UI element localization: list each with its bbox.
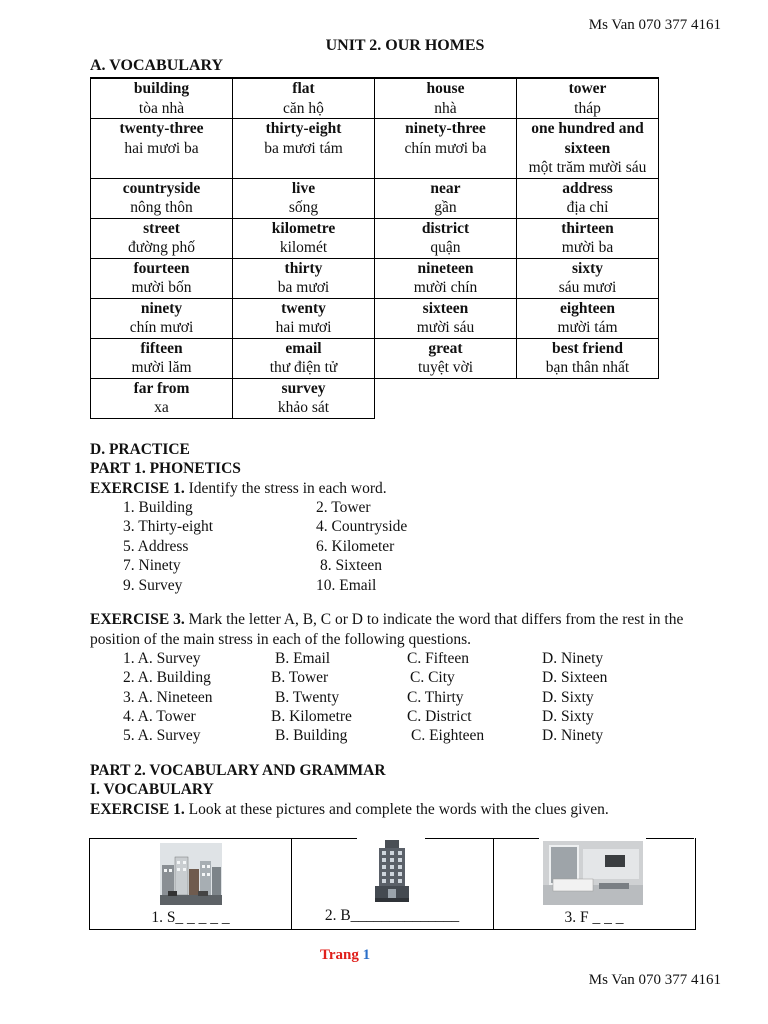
- vocabulary-english: kilometre: [271, 219, 336, 237]
- ex3-option: C. Eighteen: [411, 727, 485, 744]
- ex3-option: D. Sixty: [542, 708, 594, 725]
- vocabulary-row: [91, 218, 659, 258]
- vocabulary-vietnamese: nhà: [434, 99, 457, 117]
- vocabulary-cell: [91, 258, 233, 298]
- vocabulary-cell: [375, 218, 517, 258]
- vocabulary-english: great: [428, 339, 463, 357]
- vocabulary-vietnamese: một trăm mười sáu: [528, 159, 647, 176]
- exercise3-label: EXERCISE 3.: [90, 611, 185, 628]
- exercise3-instruction: [90, 611, 683, 629]
- vocabulary-cell: [91, 338, 233, 378]
- vocabulary-english: sixteen: [422, 299, 469, 317]
- vocabulary-english: countryside: [122, 179, 201, 197]
- exercise1-label: EXERCISE 1.: [90, 480, 185, 497]
- ex1-item: 3. Thirty-eight: [123, 518, 214, 535]
- vocabulary-cell: [375, 78, 517, 119]
- vocabulary-row: [91, 178, 659, 218]
- vocabulary-english: email: [285, 339, 322, 357]
- vocabulary-english: survey: [281, 379, 326, 397]
- vocabulary-english: house: [426, 80, 465, 97]
- vocabulary-english: twenty-three: [119, 120, 204, 137]
- vocabulary-english: district: [421, 219, 470, 237]
- vocabulary-table: [90, 77, 659, 419]
- vocabulary-empty-cell: [375, 378, 517, 418]
- ex3-option: B. Tower: [271, 669, 329, 686]
- picture-caption-2: 2. B______________: [324, 907, 460, 924]
- vocabulary-heading: A. VOCABULARY: [90, 57, 224, 74]
- vocabulary-english: live: [291, 179, 316, 197]
- ex1-item: 6. Kilometer: [316, 538, 395, 555]
- vocabulary-cell: [517, 218, 659, 258]
- vocabulary-cell: [517, 119, 659, 179]
- part1-heading: PART 1. PHONETICS: [90, 460, 241, 477]
- vocabulary-vietnamese: thư điện tử: [269, 359, 338, 376]
- exercise3-text-line1: Mark the letter A, B, C or D to indicate the word that differs from the rest in the: [184, 611, 684, 628]
- vocabulary-vietnamese: chín mươi ba: [404, 139, 487, 157]
- ex3-option: D. Sixty: [542, 689, 594, 706]
- vocabulary-vietnamese: căn hộ: [283, 99, 324, 117]
- vocabulary-cell: [517, 338, 659, 378]
- vocabulary-english: one hundred and sixteen: [531, 120, 644, 157]
- ex1-item: 4. Countryside: [316, 518, 408, 535]
- vocabulary-vietnamese: nông thôn: [130, 199, 193, 216]
- vocabulary-row: [91, 338, 659, 378]
- page-word: Trang: [320, 947, 359, 963]
- vocabulary-vietnamese: đường phố: [128, 239, 195, 256]
- vocabulary-vietnamese: quận: [430, 239, 461, 256]
- unit-title: UNIT 2. OUR HOMES: [325, 37, 485, 54]
- ex1-item: 9. Survey: [123, 577, 183, 594]
- ex3-option: B. Kilometre: [271, 708, 352, 725]
- vocabulary-vietnamese: mười tám: [557, 319, 618, 336]
- vocabulary-cell: [233, 78, 375, 119]
- vocabulary-cell: [375, 338, 517, 378]
- ex1-item: 5. Address: [123, 538, 189, 555]
- vocabulary-vietnamese: mười ba: [561, 239, 614, 256]
- vocabulary-cell: [375, 178, 517, 218]
- vocabulary-cell: [517, 298, 659, 338]
- vocabulary-vietnamese: mười chín: [413, 279, 478, 296]
- vocabulary-empty-cell: [517, 378, 659, 418]
- vocabulary-english: sixty: [572, 259, 603, 277]
- vocabulary-vietnamese: sống: [288, 199, 319, 216]
- vocabulary-cell: [91, 378, 233, 418]
- picture-exercise-instruction: [90, 801, 609, 819]
- ex3-option: B. Email: [275, 650, 331, 667]
- vocabulary-vietnamese: mười sáu: [416, 319, 475, 336]
- page-number-value: 1: [362, 947, 371, 963]
- picture-exercise-label: EXERCISE 1.: [90, 801, 185, 818]
- vocabulary-english: ninety-three: [405, 120, 486, 137]
- vocabulary-vietnamese: địa chỉ: [566, 199, 609, 216]
- picture-cell-street: [90, 838, 291, 929]
- picture-cell-flat: [493, 838, 695, 929]
- vocabulary-cell: [91, 119, 233, 179]
- practice-heading: D. PRACTICE: [90, 441, 190, 458]
- vocabulary-row: [91, 298, 659, 338]
- vocabulary-vietnamese: tuyệt vời: [417, 359, 474, 376]
- ex3-option: 5. A. Survey: [123, 727, 201, 744]
- vocabulary-cell: [91, 178, 233, 218]
- vocabulary-english: best friend: [551, 339, 624, 357]
- vocabulary-english: tower: [568, 80, 607, 97]
- vocabulary-english: eighteen: [559, 299, 616, 317]
- vocabulary-english: twenty: [281, 299, 326, 317]
- vocabulary-english: near: [430, 179, 461, 197]
- ex3-option: 2. A. Building: [123, 669, 211, 686]
- vocabulary-english: street: [143, 219, 180, 237]
- vocabulary-cell: [233, 378, 375, 418]
- vocabulary-english: fourteen: [133, 259, 190, 277]
- vocabulary-cell: [91, 218, 233, 258]
- vocabulary-vietnamese: sáu mươi: [558, 279, 617, 296]
- vocabulary-english: building: [133, 80, 190, 97]
- ex3-option: 4. A. Tower: [123, 708, 196, 725]
- picture-cell-building: [291, 838, 493, 929]
- vocabulary-cell: [233, 298, 375, 338]
- vocabulary-row: [91, 258, 659, 298]
- vocabulary-cell: [375, 258, 517, 298]
- vocabulary-vietnamese: hai mươi: [275, 319, 332, 336]
- vocabulary-vietnamese: gần: [434, 199, 457, 216]
- vocabulary-english: thirteen: [561, 219, 614, 237]
- ex3-option: C. Thirty: [407, 689, 464, 706]
- vocabulary-english: ninety: [140, 299, 183, 317]
- vocabulary-cell: [233, 338, 375, 378]
- vocabulary-english: thirty: [284, 259, 323, 277]
- ex1-item: 8. Sixteen: [320, 557, 382, 574]
- vocabulary-row: [91, 119, 659, 179]
- vocabulary-cell: [517, 258, 659, 298]
- picture-table: [89, 838, 696, 930]
- picture-caption-3: 3. F _ _ _: [564, 909, 624, 926]
- picture-exercise-text: Look at these pictures and complete the words with the clues given.: [184, 801, 609, 818]
- ex3-option: 3. A. Nineteen: [123, 689, 213, 706]
- vocabulary-cell: [233, 218, 375, 258]
- vocabulary-english: far from: [133, 379, 190, 397]
- vocabulary-english: flat: [292, 80, 315, 97]
- vocabulary-vietnamese: mười lăm: [131, 359, 192, 376]
- ex3-option: 1. A. Survey: [123, 650, 201, 667]
- vocabulary-vietnamese: ba mươi: [277, 279, 330, 296]
- ex3-option: C. District: [407, 708, 472, 725]
- vocabulary-vietnamese: mười bốn: [131, 279, 192, 296]
- street-image: [160, 843, 222, 905]
- vocabulary-cell: [233, 178, 375, 218]
- vocabulary-english: fifteen: [140, 339, 183, 357]
- picture-caption-1: 1. S_ _ _ _ _: [151, 909, 230, 926]
- vocabulary-row: [91, 378, 659, 418]
- ex1-item: 10. Email: [316, 577, 377, 594]
- page-number: [320, 947, 370, 964]
- vocabulary-vietnamese: xa: [154, 399, 169, 416]
- ex3-option: C. Fifteen: [407, 650, 469, 667]
- ex3-option: B. Building: [275, 727, 348, 744]
- vocabulary-cell: [517, 178, 659, 218]
- flat-image: [543, 841, 643, 905]
- footer-contact: Ms Van 070 377 4161: [588, 972, 721, 988]
- vocabulary-cell: [233, 258, 375, 298]
- vocabulary-vietnamese: kilomét: [279, 239, 328, 256]
- exercise1-text: Identify the stress in each word.: [184, 480, 387, 497]
- header-contact: Ms Van 070 377 4161: [588, 17, 721, 33]
- ex3-option: C. City: [410, 669, 455, 686]
- vocabulary-vietnamese: ba mươi tám: [264, 139, 343, 157]
- vocabulary-cell: [91, 78, 233, 119]
- vocabulary-cell: [233, 119, 375, 179]
- vocabulary-vietnamese: tòa nhà: [138, 99, 185, 117]
- building-image: [375, 840, 409, 902]
- ex3-option: B. Twenty: [275, 689, 340, 706]
- exercise3-text-line2: position of the main stress in each of the following questions.: [90, 631, 471, 648]
- ex1-item: 1. Building: [123, 499, 193, 516]
- vocabulary-vietnamese: bạn thân nhất: [545, 359, 630, 376]
- vocabulary-subheading: I. VOCABULARY: [90, 781, 214, 798]
- vocabulary-cell: [91, 298, 233, 338]
- vocabulary-cell: [375, 119, 517, 179]
- vocabulary-vietnamese: hai mươi ba: [124, 139, 199, 157]
- vocabulary-vietnamese: tháp: [574, 99, 601, 117]
- ex3-option: D. Ninety: [542, 650, 604, 667]
- vocabulary-english: thirty-eight: [265, 120, 342, 137]
- ex3-option: D. Ninety: [542, 727, 604, 744]
- exercise1-instruction: [90, 480, 387, 498]
- ex1-item: 2. Tower: [316, 499, 371, 516]
- ex3-option: D. Sixteen: [542, 669, 608, 686]
- vocabulary-english: address: [562, 179, 613, 197]
- vocabulary-vietnamese: chín mươi: [129, 319, 194, 336]
- ex1-item: 7. Ninety: [123, 557, 181, 574]
- vocabulary-cell: [375, 298, 517, 338]
- vocabulary-cell: [517, 78, 659, 119]
- vocabulary-row: [91, 78, 659, 119]
- vocabulary-english: nineteen: [417, 259, 474, 277]
- part2-heading: PART 2. VOCABULARY AND GRAMMAR: [90, 762, 386, 779]
- vocabulary-vietnamese: khảo sát: [277, 399, 330, 416]
